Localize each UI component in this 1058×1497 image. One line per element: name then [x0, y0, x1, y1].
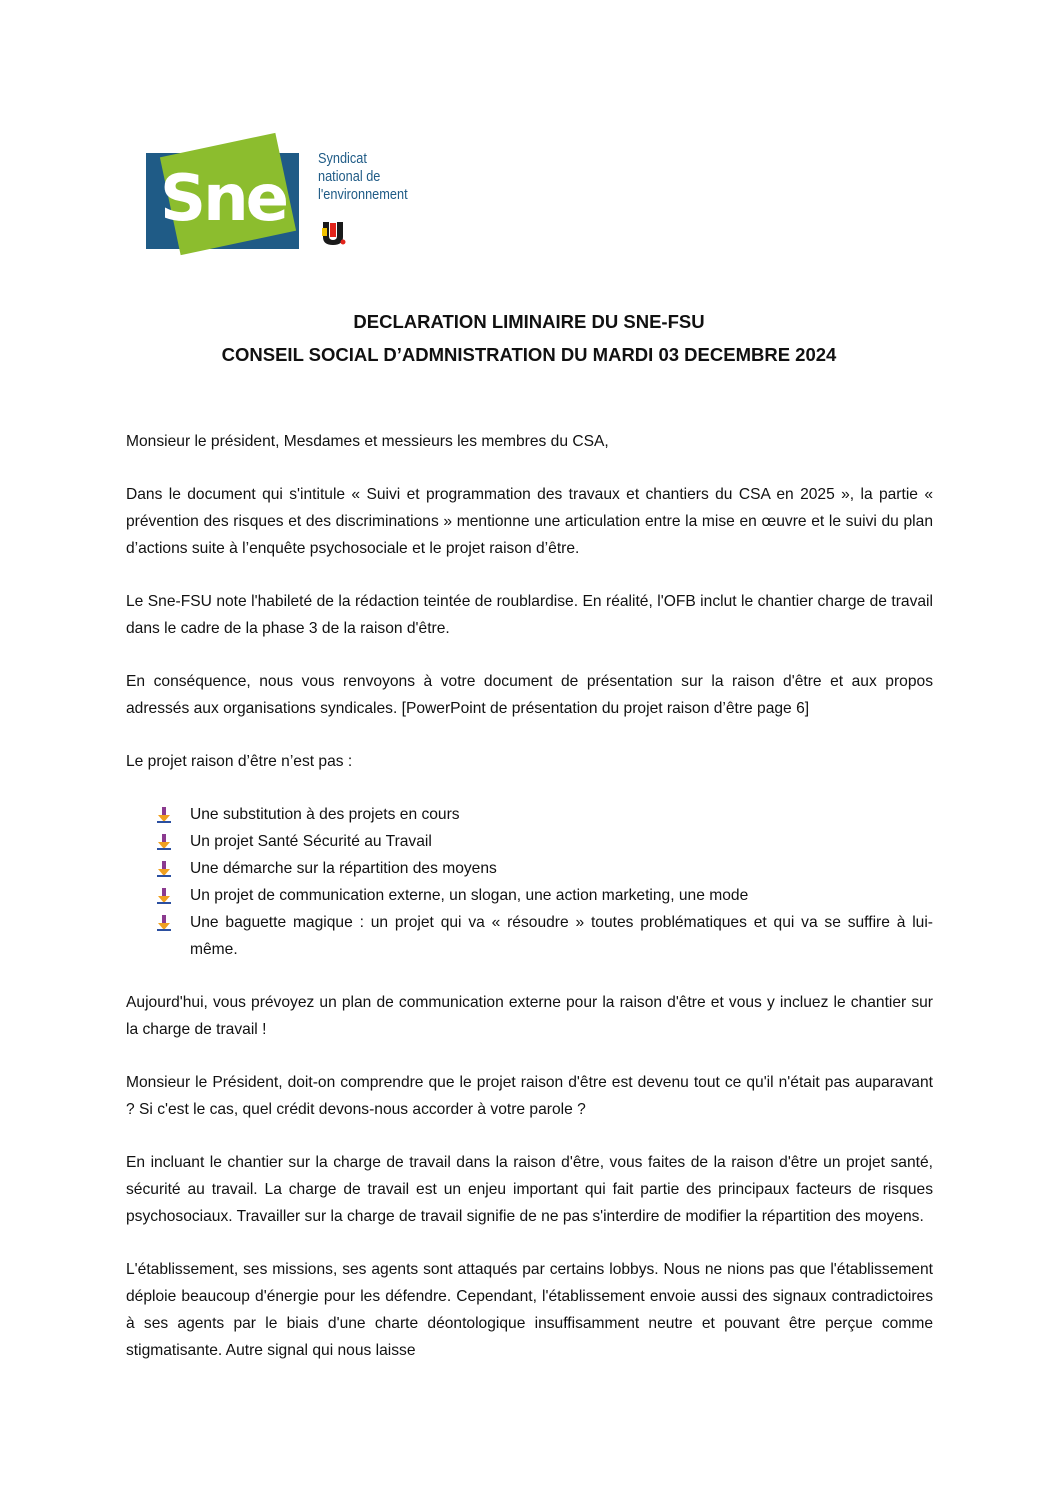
fsu-logo-icon: [319, 220, 347, 246]
list-item: [126, 882, 933, 909]
arrow-down-bullet-icon: [156, 834, 172, 850]
sne-logo: [146, 132, 446, 256]
page-title-line-2: CONSEIL SOCIAL D’ADMNISTRATION DU MARDI 03 DECEMBRE 2024: [221, 344, 837, 365]
document-body: [126, 428, 933, 1390]
list-item: [126, 855, 933, 882]
logo-brand-text: Sne: [160, 162, 287, 236]
arrow-down-bullet-icon: [156, 861, 172, 877]
list-item: [126, 801, 933, 828]
logo-org-line: national de: [318, 168, 381, 185]
logo-org-line: Syndicat: [318, 150, 367, 167]
arrow-down-bullet-icon: [156, 807, 172, 823]
arrow-down-bullet-icon: [156, 888, 172, 904]
list-item: [126, 828, 933, 855]
paragraph: En incluant le chantier sur la charge de travail dans la raison d'être, vous faites de la raison d'être un projet santé, sécurité au travail. La charge de travail est un enjeu important qui fait partie des principaux facteurs de risques psychosociaux. Travailler sur la charge de travail signifie de ne pas s'interdire de modifier la répartition des moyens.: [126, 1154, 933, 1225]
paragraph: Dans le document qui s'intitule « Suivi et programmation des travaux et chantiers du CSA en 2025 », la partie « prévention des risques et des discriminations » mentionne une articulation entre la mise en œuvre et le suivi du plan d’actions suite à l’enquête psychosociale et le projet raison d’être.: [126, 486, 933, 557]
list-item-text: Une démarche sur la répartition des moyens: [190, 860, 497, 877]
paragraph: Monsieur le président, Mesdames et messieurs les membres du CSA,: [126, 433, 609, 450]
paragraph: En conséquence, nous vous renvoyons à votre document de présentation sur la raison d'être et aux propos adressés aux organisations syndicales. [PowerPoint de présentation du projet raison d’être page 6]: [126, 673, 933, 717]
paragraph: Monsieur le Président, doit-on comprendre que le projet raison d'être est devenu tout ce qu'il n'était pas auparavant ? Si c'est le cas, quel crédit devons-nous accorder à votre parole ?: [126, 1074, 933, 1118]
logo-org-line: l'environnement: [318, 186, 408, 203]
page-title-line-1: DECLARATION LIMINAIRE DU SNE-FSU: [353, 311, 705, 332]
paragraph: L'établissement, ses missions, ses agents sont attaqués par certains lobbys. Nous ne nions pas que l'établissement déploie beaucoup d'énergie pour les défendre. Cependant, l'établissement envoie aussi des signaux contradictoires à ses agents par le biais d'une charte déontologique insuffisamment neutre et pouvant être perçue comme stigmatisante. Autre signal qui nous laisse: [126, 1261, 933, 1359]
bullet-list: [126, 801, 933, 963]
paragraph: Le projet raison d’être n’est pas :: [126, 753, 353, 770]
list-item-text: Une baguette magique : un projet qui va « résoudre » toutes problématiques et qui va se suffire à lui-même.: [190, 914, 933, 958]
arrow-down-bullet-icon: [156, 915, 172, 931]
paragraph: Le Sne-FSU note l'habileté de la rédaction teintée de roublardise. En réalité, l'OFB inclut le chantier charge de travail dans le cadre de la phase 3 de la raison d'être.: [126, 593, 933, 637]
list-item: [126, 909, 933, 963]
paragraph: Aujourd'hui, vous prévoyez un plan de communication externe pour la raison d'être et vous y incluez le chantier sur la charge de travail !: [126, 994, 933, 1038]
list-item-text: Un projet Santé Sécurité au Travail: [190, 833, 432, 850]
logo-organisation-name: [318, 150, 448, 204]
list-item-text: Une substitution à des projets en cours: [190, 806, 460, 823]
list-item-text: Un projet de communication externe, un slogan, une action marketing, une mode: [190, 887, 749, 904]
